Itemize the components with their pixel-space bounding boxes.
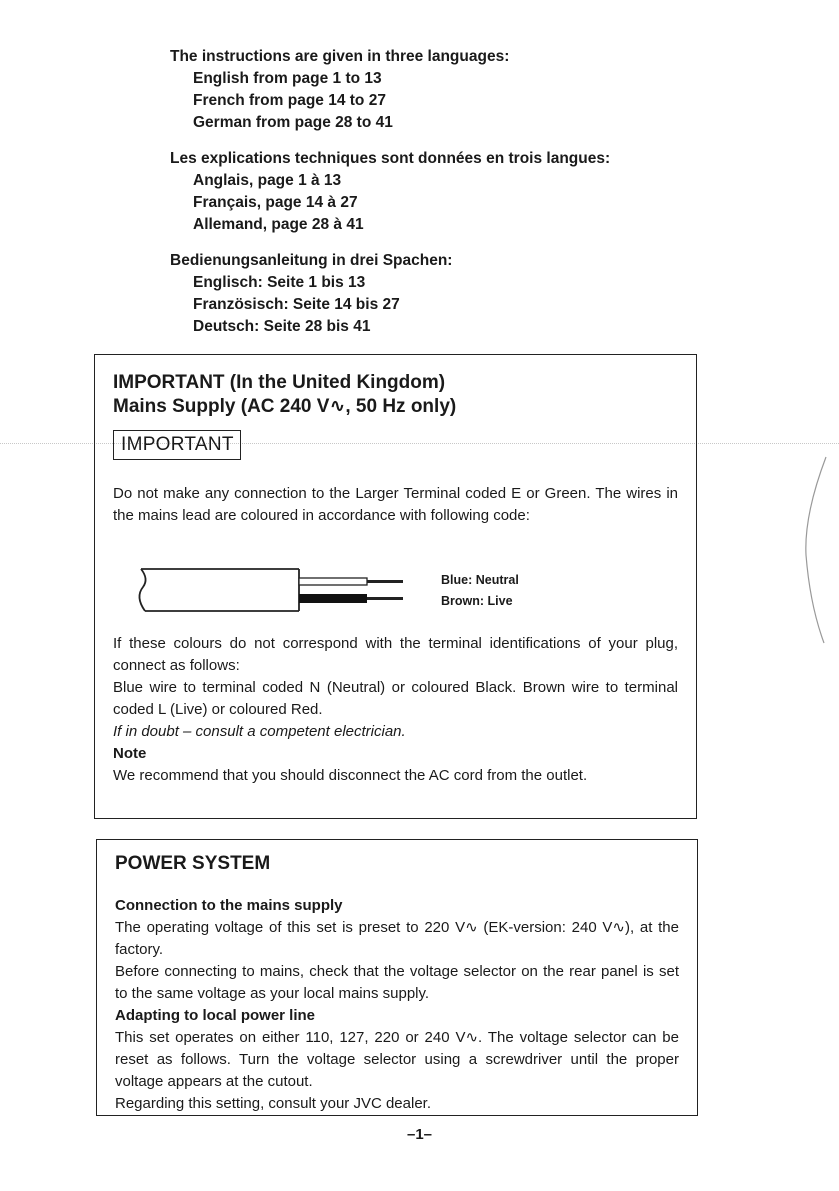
important-title-line2: Mains Supply (AC 240 V∿, 50 Hz only) [113, 396, 457, 417]
important-title-line1: IMPORTANT (In the United Kingdom) [113, 372, 446, 393]
plug-instructions [113, 633, 678, 787]
blue-wire [299, 578, 367, 585]
wire-blue-label: Blue: Neutral [441, 573, 519, 587]
german-group [170, 250, 610, 338]
power-system-box [96, 839, 698, 1116]
french-line: Français, page 14 à 27 [193, 194, 358, 211]
language-index [170, 46, 610, 352]
terminal-warning-text: Do not make any connection to the Larger Terminal coded E or Green. The wires in the mains lead are coloured in accordance with following code: [113, 485, 678, 524]
dealer-text: Regarding this setting, consult your JVC dealer. [115, 1095, 432, 1112]
french-heading: Les explications techniques sont données en trois langues: [170, 150, 611, 167]
connection-text: The operating voltage of this set is preset to 220 V∿ (EK-version: 240 V∿), at the factory. [115, 919, 679, 958]
english-line: English from page 1 to 13 [193, 70, 382, 87]
german-heading: Bedienungsanleitung in drei Spachen: [170, 252, 453, 269]
german-line: Englisch: Seite 1 bis 13 [193, 274, 366, 291]
connection-heading: Connection to the mains supply [115, 897, 343, 914]
colour-mismatch-text: If these colours do not correspond with the terminal identifications of your plug, connect as follows: [113, 635, 678, 674]
german-line: Deutsch: Seite 28 bis 41 [193, 318, 371, 335]
page-number: –1– [406, 1126, 433, 1143]
wire-brown-label: Brown: Live [441, 594, 513, 608]
scan-edge-artifact [800, 455, 830, 645]
blue-wire-core [367, 580, 403, 583]
cable-cut-end [139, 569, 145, 611]
note-text: We recommend that you should disconnect the AC cord from the outlet. [113, 767, 588, 784]
important-tag: IMPORTANT [113, 430, 241, 460]
wire-connection-text: Blue wire to terminal coded N (Neutral) or coloured Black. Brown wire to terminal coded L (Live) or coloured Red. [113, 679, 678, 718]
wire-legend [441, 570, 519, 612]
power-system-title: POWER SYSTEM [115, 853, 271, 874]
english-line: German from page 28 to 41 [193, 114, 393, 131]
mains-lead-diagram [133, 565, 413, 617]
french-group [170, 148, 610, 236]
important-heading [113, 371, 456, 419]
note-label: Note [113, 745, 147, 762]
french-line: Anglais, page 1 à 13 [193, 172, 342, 189]
brown-wire-core [367, 597, 403, 600]
german-line: Französisch: Seite 14 bis 27 [193, 296, 400, 313]
power-system-body [115, 895, 679, 1115]
connection-check-text: Before connecting to mains, check that the voltage selector on the rear panel is set to the same voltage as your local mains supply. [115, 963, 679, 1002]
adapting-text: This set operates on either 110, 127, 220 or 240 V∿. The voltage selector can be reset as follows. Turn the voltage selector using a screwdriver until the proper voltage appears at the cutout. [115, 1029, 679, 1090]
english-line: French from page 14 to 27 [193, 92, 386, 109]
doubt-text: If in doubt – consult a competent electrician. [113, 723, 406, 740]
brown-wire [299, 594, 367, 603]
french-line: Allemand, page 28 à 41 [193, 216, 364, 233]
adapting-heading: Adapting to local power line [115, 1007, 316, 1024]
english-heading: The instructions are given in three languages: [170, 48, 510, 65]
english-group [170, 46, 610, 134]
important-uk-box [94, 354, 697, 819]
